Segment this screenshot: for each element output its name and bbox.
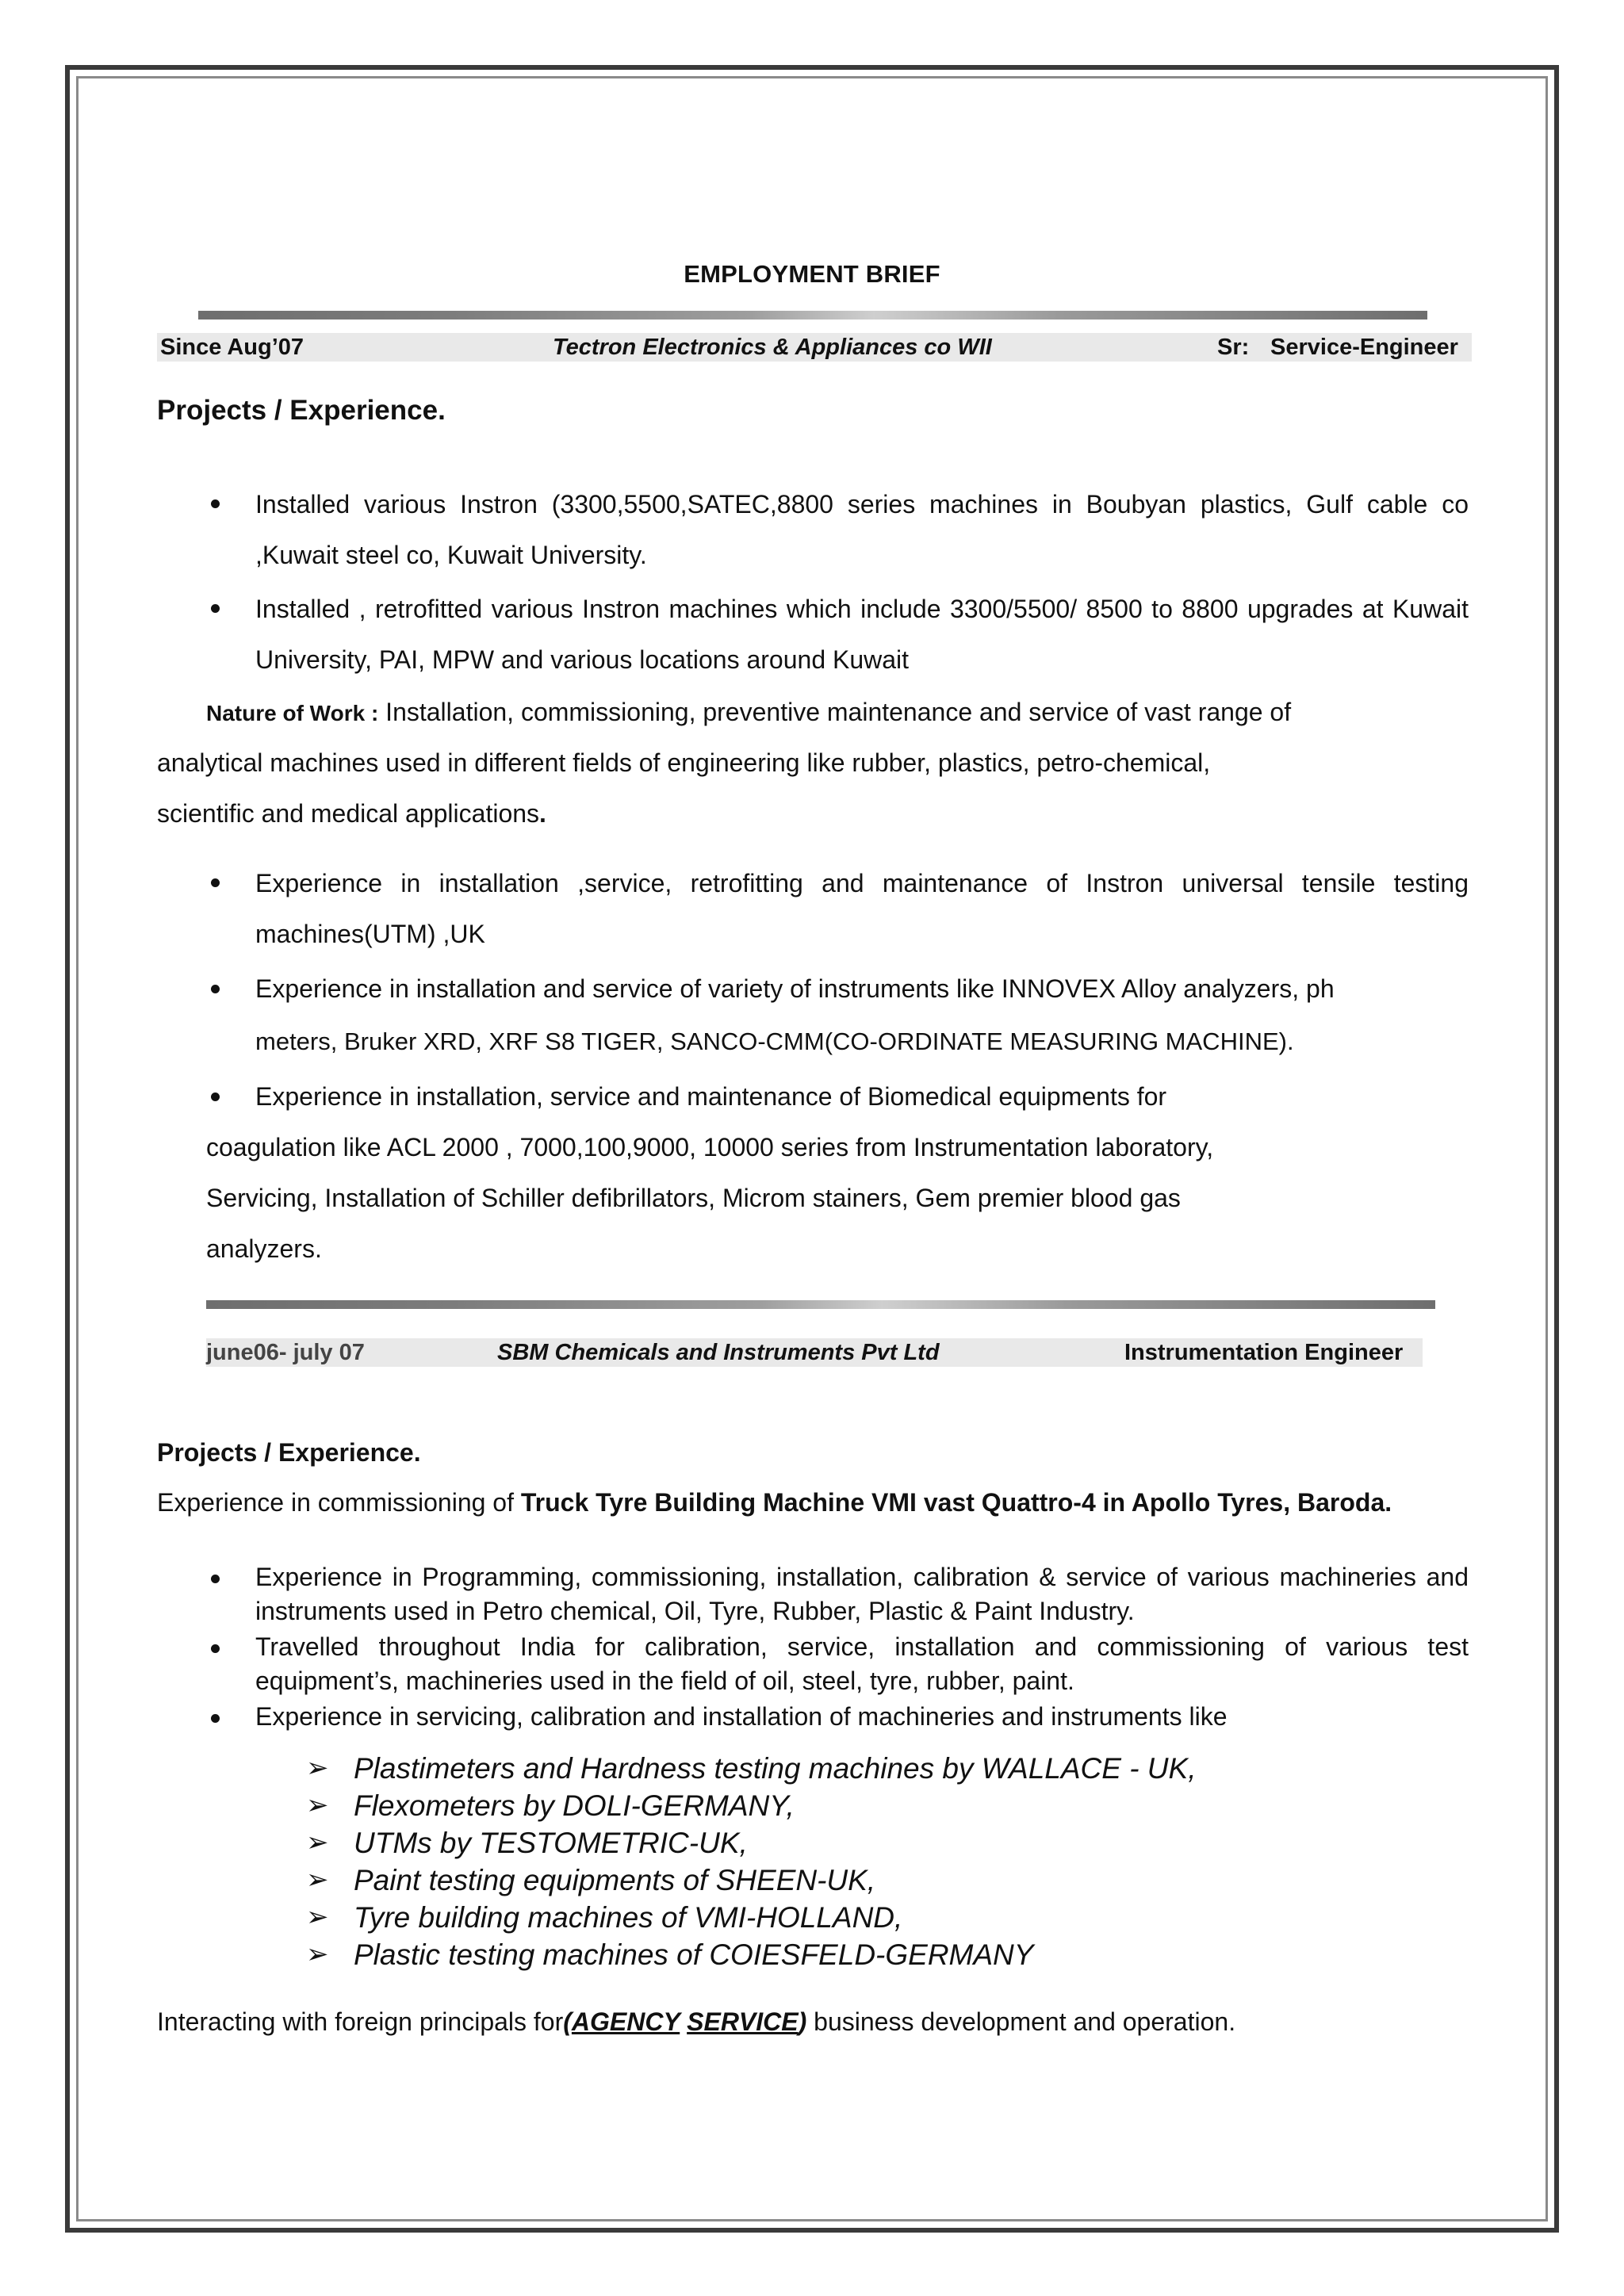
closing-paren-close: ): [798, 2007, 807, 2036]
divider-top: [198, 311, 1427, 320]
job1-role: Service-Engineer: [1270, 335, 1458, 360]
job2-intro-plain: Experience in commissioning of: [157, 1488, 521, 1517]
nature-of-work-label: Nature of Work :: [206, 701, 379, 725]
bullet-icon: [211, 878, 220, 887]
nature-of-work-end: .: [539, 799, 546, 828]
arrow-bullet-icon: ➢: [306, 1902, 329, 1932]
job2-intro-bold: Truck Tyre Building Machine VMI vast Quattro-4 in Apollo Tyres, Baroda.: [520, 1488, 1392, 1517]
sub-item-1-text: Plastimeters and Hardness testing machines by WALLACE - UK,: [354, 1752, 1197, 1785]
sub-item-2-text: Flexometers by DOLI-GERMANY,: [354, 1789, 795, 1822]
sub-item-3-text: UTMs by TESTOMETRIC-UK,: [354, 1827, 748, 1859]
nature-of-work-text-1: Installation, commissioning, preventive maintenance and service of vast range of: [385, 698, 1292, 726]
job1-role-prefix: Sr:: [1217, 335, 1250, 360]
job1-bullet-5-line-1: Experience in installation, service and maintenance of Biomedical equipments for: [255, 1082, 1167, 1111]
job1-period: Since Aug’07: [160, 335, 304, 360]
divider-middle: [206, 1300, 1435, 1309]
page-title: EMPLOYMENT BRIEF: [684, 260, 940, 288]
job1-bullet-5-line-2: coagulation like ACL 2000 , 7000,100,9000, 10000 series from Instrumentation laboratory,: [206, 1133, 1214, 1161]
arrow-bullet-icon: ➢: [306, 1753, 329, 1783]
job1-bullet-4-line-2: meters, Bruker XRD, XRF S8 TIGER, SANCO-CMM(CO-ORDINATE MEASURING MACHINE).: [255, 1027, 1294, 1055]
job2-section-title: Projects / Experience.: [157, 1438, 421, 1467]
sub-item-3: [306, 1827, 748, 1860]
nature-of-work-line-2: analytical machines used in different fields of engineering like rubber, plastics, petro-chemical,: [157, 748, 1211, 777]
job1-bullet-5-line-3: Servicing, Installation of Schiller defibrillators, Microm stainers, Gem premier blood gas: [206, 1184, 1181, 1212]
job1-company: Tectron Electronics & Appliances co WII: [553, 335, 992, 360]
arrow-bullet-icon: ➢: [306, 1790, 329, 1820]
arrow-bullet-icon: ➢: [306, 1865, 329, 1895]
bullet-icon: [211, 1575, 220, 1583]
sub-item-4: [306, 1864, 876, 1897]
sub-item-5: [306, 1901, 903, 1934]
job1-bullet-1: Installed various Instron (3300,5500,SATEC,8800 series machines in Boubyan plastics, Gulf cable co ,Kuwait steel co, Kuwait University.: [255, 490, 1469, 569]
closing-paren-open: (: [563, 2007, 572, 2036]
job1-bullet-3: Experience in installation ,service, retrofitting and maintenance of Instron universal tensile testing machines(UTM) ,UK: [255, 869, 1469, 948]
closing-space: [680, 2007, 687, 2036]
bullet-icon: [211, 499, 220, 508]
job2-period: june06- july 07: [206, 1340, 365, 1365]
nature-of-work-line-1: [206, 687, 1291, 739]
job2-company: SBM Chemicals and Instruments Pvt Ltd: [497, 1340, 940, 1365]
sub-item-6: [306, 1938, 1034, 1972]
job2-header-band: [206, 1338, 1423, 1367]
sub-item-4-text: Paint testing equipments of SHEEN-UK,: [354, 1864, 876, 1896]
bullet-icon: [211, 1644, 220, 1653]
arrow-bullet-icon: ➢: [306, 1827, 329, 1858]
job1-bullet-2: Installed , retrofitted various Instron machines which include 3300/5500/ 8500 to 8800 upgrades at Kuwait University, PAI, MPW and various locations around Kuwait: [255, 595, 1469, 674]
job2-intro: [157, 1488, 1392, 1517]
job2-bullet-3: Experience in servicing, calibration and installation of machineries and instruments like: [255, 1702, 1228, 1731]
job1-section-title: Projects / Experience.: [157, 395, 446, 426]
job1-bullet-5-line-4: analyzers.: [206, 1234, 322, 1263]
bullet-icon: [211, 1093, 220, 1101]
nature-of-work-text-3: scientific and medical applications: [157, 799, 540, 828]
bullet-icon: [211, 1714, 220, 1723]
sub-item-6-text: Plastic testing machines of COIESFELD-GERMANY: [354, 1938, 1034, 1971]
closing-plain: Interacting with foreign principals for: [157, 2007, 564, 2036]
job1-header-band: [157, 333, 1472, 362]
job1-bullet-4-line-1: Experience in installation and service of variety of instruments like INNOVEX Alloy analyzers, ph: [255, 974, 1335, 1003]
closing-service: SERVICE: [687, 2007, 799, 2036]
closing-line: [157, 2007, 1235, 2037]
closing-agency: AGENCY: [571, 2007, 680, 2036]
sub-item-2: [306, 1789, 795, 1823]
closing-rest: business development and operation.: [806, 2007, 1236, 2036]
arrow-bullet-icon: ➢: [306, 1939, 329, 1969]
nature-of-work-line-3: [157, 788, 546, 839]
job2-role: Instrumentation Engineer: [1124, 1340, 1404, 1365]
job2-bullet-1: Experience in Programming, commissioning, installation, calibration & service of various machineries and instruments used in Petro chemical, Oil, Tyre, Rubber, Plastic & Paint Industry.: [255, 1563, 1469, 1625]
bullet-icon: [211, 604, 220, 613]
sub-item-5-text: Tyre building machines of VMI-HOLLAND,: [354, 1901, 903, 1934]
job2-bullet-2: Travelled throughout India for calibration, service, installation and commissioning of various test equipment’s, machineries used in the field of oil, steel, tyre, rubber, paint.: [255, 1632, 1469, 1695]
sub-item-1: [306, 1752, 1197, 1785]
bullet-icon: [211, 985, 220, 993]
